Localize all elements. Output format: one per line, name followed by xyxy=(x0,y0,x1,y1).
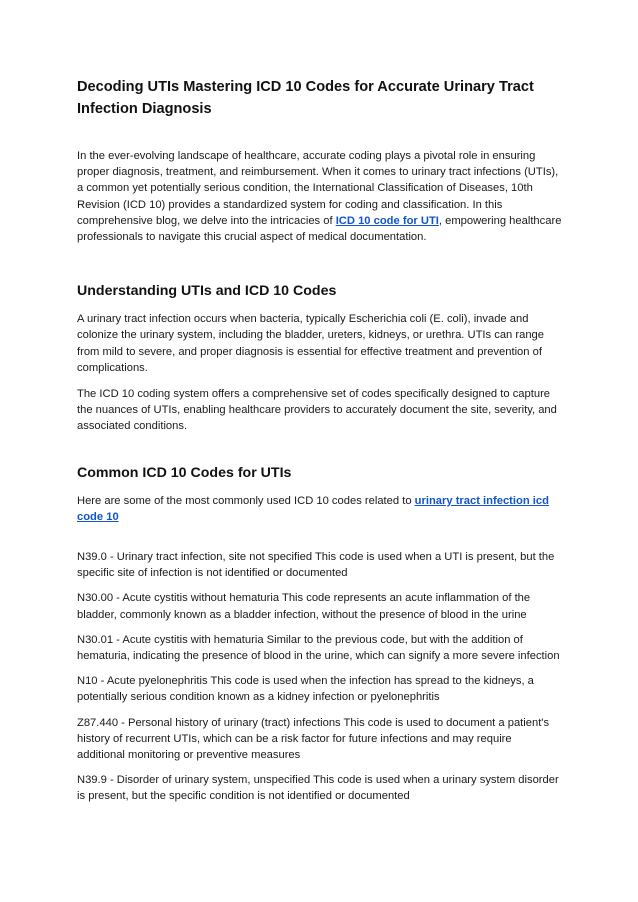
uti-icd-code-10-link[interactable]: urinary tract infection icd code 10 xyxy=(77,494,549,523)
code-list xyxy=(77,549,562,805)
code-item-z87-440: Z87.440 - Personal history of urinary (tract) infections This code is used to document a patient's history of recurrent UTIs, which can be a risk factor for future infections and may require additional monitoring or preventive measures xyxy=(77,716,550,762)
section1-paragraph-2: The ICD 10 coding system offers a comprehensive set of codes specifically designed to capture the nuances of UTIs, enabling healthcare providers to accurately document the site, severity, and associated conditions. xyxy=(77,388,557,433)
code-item-n10: N10 - Acute pyelonephritis This code is used when the infection has spread to the kidneys, a potentially serious condition known as a kidney infection or pyelonephritis xyxy=(77,675,534,704)
intro-text-before-link: In the ever-evolving landscape of healthcare, accurate coding plays a pivotal role in ensuring proper diagnosis, treatment, and reimbursement. When it comes to urinary tract infections (UTIs), a common yet potentially serious condition, the International Classification of Diseases, 10th Revision (ICD 10) provides a standardized system for coding and classification. In this comprehensive blog, we delve into the intricacies of xyxy=(77,150,559,227)
section1-paragraph-1: A urinary tract infection occurs when bacteria, typically Escherichia coli (E. coli), invade and colonize the urinary system, including the bladder, ureters, kidneys, or urethra. UTIs can range from mild to severe, and proper diagnosis is essential for effective treatment and prevention of complications. xyxy=(77,313,545,374)
section2-intro-paragraph xyxy=(77,493,562,525)
intro-paragraph xyxy=(77,148,562,245)
section2-intro-text: Here are some of the most commonly used ICD 10 codes related to xyxy=(77,494,415,507)
code-item-n39-0: N39.0 - Urinary tract infection, site not specified This code is used when a UTI is present, but the specific site of infection is not identified or documented xyxy=(77,551,555,580)
code-item-n39-9: N39.9 - Disorder of urinary system, unspecified This code is used when a urinary system disorder is present, but the specific condition is not identified or documented xyxy=(77,774,559,803)
icd10-code-for-uti-link[interactable]: ICD 10 code for UTI xyxy=(335,214,439,227)
intro-text-after-link: , empowering healthcare professionals to navigate this crucial aspect of medical documentation. xyxy=(77,214,562,244)
section-heading-common-codes: Common ICD 10 Codes for UTIs xyxy=(77,464,292,481)
section-heading-understanding: Understanding UTIs and ICD 10 Codes xyxy=(77,283,337,300)
code-item-n30-00: N30.00 - Acute cystitis without hematuria This code represents an acute inflammation of the bladder, commonly known as a bladder infection, without the presence of blood in the urine xyxy=(77,592,531,621)
document-title: Decoding UTIs Mastering ICD 10 Codes for Accurate Urinary Tract Infection Diagnosis xyxy=(77,79,534,117)
code-item-n30-01: N30.01 - Acute cystitis with hematuria Similar to the previous code, but with the addition of hematuria, indicating the presence of blood in the urine, which can signify a more severe infection xyxy=(77,633,560,663)
